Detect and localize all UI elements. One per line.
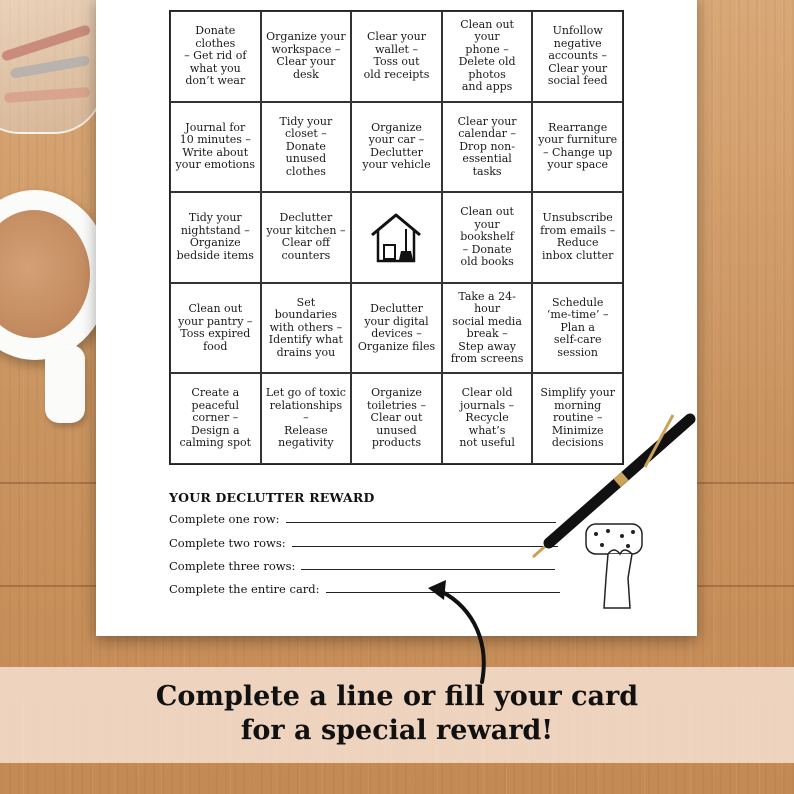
bingo-cell[interactable]: Unfollow negative accounts – Clear your social feed bbox=[532, 11, 623, 102]
bingo-cell[interactable]: Take a 24-hour social media break – Step away from screens bbox=[442, 283, 533, 374]
bingo-cell[interactable]: Let go of toxic relationships – Release negativity bbox=[261, 373, 352, 464]
mug-handle bbox=[45, 345, 85, 423]
reward-row-one bbox=[169, 512, 556, 526]
bingo-cell[interactable]: Clear old journals – Recycle what’s not useful bbox=[442, 373, 533, 464]
bingo-cell[interactable]: Declutter your kitchen – Clear off counters bbox=[261, 192, 352, 283]
reward-write-line[interactable] bbox=[301, 568, 555, 570]
reward-row-entire bbox=[169, 582, 560, 596]
reward-row-label: Complete the entire card: bbox=[169, 582, 320, 596]
bingo-cell[interactable]: Tidy your nightstand – Organize bedside items bbox=[170, 192, 261, 283]
bingo-cell-free[interactable] bbox=[351, 192, 442, 283]
reward-row-two bbox=[169, 536, 558, 550]
reward-write-line[interactable] bbox=[292, 545, 558, 547]
bingo-cell[interactable]: Tidy your closet – Donate unused clothes bbox=[261, 102, 352, 193]
bingo-grid bbox=[169, 10, 624, 465]
bingo-cell[interactable]: Clear your wallet – Toss out old receipts bbox=[351, 11, 442, 102]
bingo-cell[interactable]: Set boundaries with others – Identify what drains you bbox=[261, 283, 352, 374]
bingo-cell[interactable]: Unsubscribe from emails – Reduce inbox clutter bbox=[532, 192, 623, 283]
bingo-cell[interactable]: Create a peaceful corner – Design a calming spot bbox=[170, 373, 261, 464]
bingo-cell[interactable]: Clean out your bookshelf – Donate old books bbox=[442, 192, 533, 283]
reward-row-label: Complete two rows: bbox=[169, 536, 286, 550]
pen bbox=[525, 405, 705, 565]
bingo-cell[interactable]: Organize your workspace – Clear your desk bbox=[261, 11, 352, 102]
reward-row-label: Complete three rows: bbox=[169, 559, 296, 573]
bingo-cell[interactable]: Donate clothes – Get rid of what you don’t wear bbox=[170, 11, 261, 102]
bingo-cell[interactable]: Clean out your phone – Delete old photos and apps bbox=[442, 11, 533, 102]
reward-title: YOUR DECLUTTER REWARD bbox=[169, 490, 375, 505]
coffee-mug bbox=[0, 190, 110, 360]
house-cleaning-icon bbox=[366, 207, 426, 267]
bingo-cell[interactable]: Simplify your morning routine – Minimize decisions bbox=[532, 373, 623, 464]
banner-line-1: Complete a line or fill your card bbox=[155, 681, 639, 712]
coffee bbox=[0, 210, 90, 338]
bingo-cell[interactable]: Clear your calendar – Drop non- essential tasks bbox=[442, 102, 533, 193]
bingo-cell[interactable]: Journal for 10 minutes – Write about your emotions bbox=[170, 102, 261, 193]
bingo-cell[interactable]: Organize your car – Declutter your vehicle bbox=[351, 102, 442, 193]
bingo-cell[interactable]: Schedule ‘me-time’ – Plan a self-care session bbox=[532, 283, 623, 374]
bingo-cell[interactable]: Declutter your digital devices – Organize files bbox=[351, 283, 442, 374]
bingo-cell[interactable]: Clean out your pantry – Toss expired food bbox=[170, 283, 261, 374]
reward-row-label: Complete one row: bbox=[169, 512, 280, 526]
curved-arrow-icon bbox=[420, 578, 500, 688]
banner-line-2: for a special reward! bbox=[240, 715, 554, 746]
bingo-cell[interactable]: Rearrange your furniture – Change up your space bbox=[532, 102, 623, 193]
reward-row-three bbox=[169, 559, 555, 573]
bingo-cell[interactable]: Organize toiletries – Clear out unused products bbox=[351, 373, 442, 464]
promo-banner bbox=[0, 667, 794, 763]
reward-write-line[interactable] bbox=[286, 521, 556, 523]
